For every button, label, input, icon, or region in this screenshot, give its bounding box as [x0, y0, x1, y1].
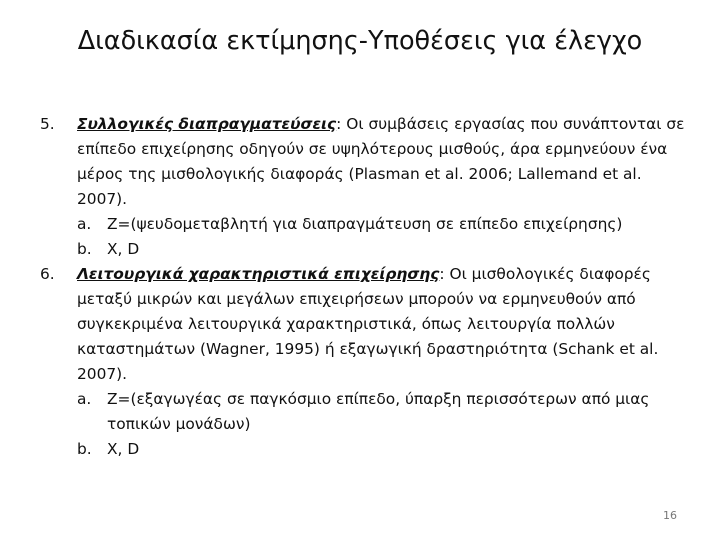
sub-item-6b	[0, 437, 692, 462]
list-item-5	[0, 112, 687, 212]
sub-item-text: Z=(ψευδομεταβλητή για διαπραγμάτευση σε επίπεδο επιχείρησης)	[107, 215, 623, 233]
sub-item-text: X, D	[107, 240, 140, 258]
sub-item-letter: a.	[77, 215, 92, 233]
sub-item-5a	[0, 212, 692, 237]
item-term: Λειτουργικά χαρακτηριστικά επιχείρησης	[77, 265, 440, 283]
item-number: 5.	[40, 115, 55, 133]
sub-item-5b	[0, 237, 692, 262]
sub-item-letter: a.	[77, 390, 92, 408]
sub-item-6a	[0, 387, 692, 437]
page-number: 16	[663, 509, 677, 522]
item-number: 6.	[40, 265, 55, 283]
item-term: Συλλογικές διαπραγματεύσεις	[77, 115, 337, 133]
slide-content	[0, 112, 720, 462]
item-text: : Οι μισθολογικές διαφορές μεταξύ μικρών και μεγάλων επιχειρήσεων μπορούν να ερμηνευθούν από συγκεκριμένα λειτουργικά χαρακτηριστικά, όπως λειτουργία πολλών καταστημάτων (Wagner, 1995) ή εξαγωγική δραστηριότητα (Schank et al. 2007).	[77, 265, 659, 383]
item-text: : Οι συμβάσεις εργασίας που συνάπτονται σε επίπεδο επιχείρησης οδηγούν σε υψηλότερους μισθούς, άρα ερμηνεύουν ένα μέρος της μισθολογικής διαφοράς (Plasman et al. 2006; Lallemand et al. 2007).	[77, 115, 685, 208]
sub-item-text: X, D	[107, 440, 140, 458]
sub-item-text: Z=(εξαγωγέας σε παγκόσμιο επίπεδο, ύπαρξη περισσότερων από μιας τοπικών μονάδων)	[107, 390, 650, 433]
sub-item-letter: b.	[77, 240, 92, 258]
list-item-6	[0, 262, 687, 387]
slide-title: Διαδικασία εκτίμησης-Υποθέσεις για έλεγχο	[77, 26, 643, 56]
sub-item-letter: b.	[77, 440, 92, 458]
